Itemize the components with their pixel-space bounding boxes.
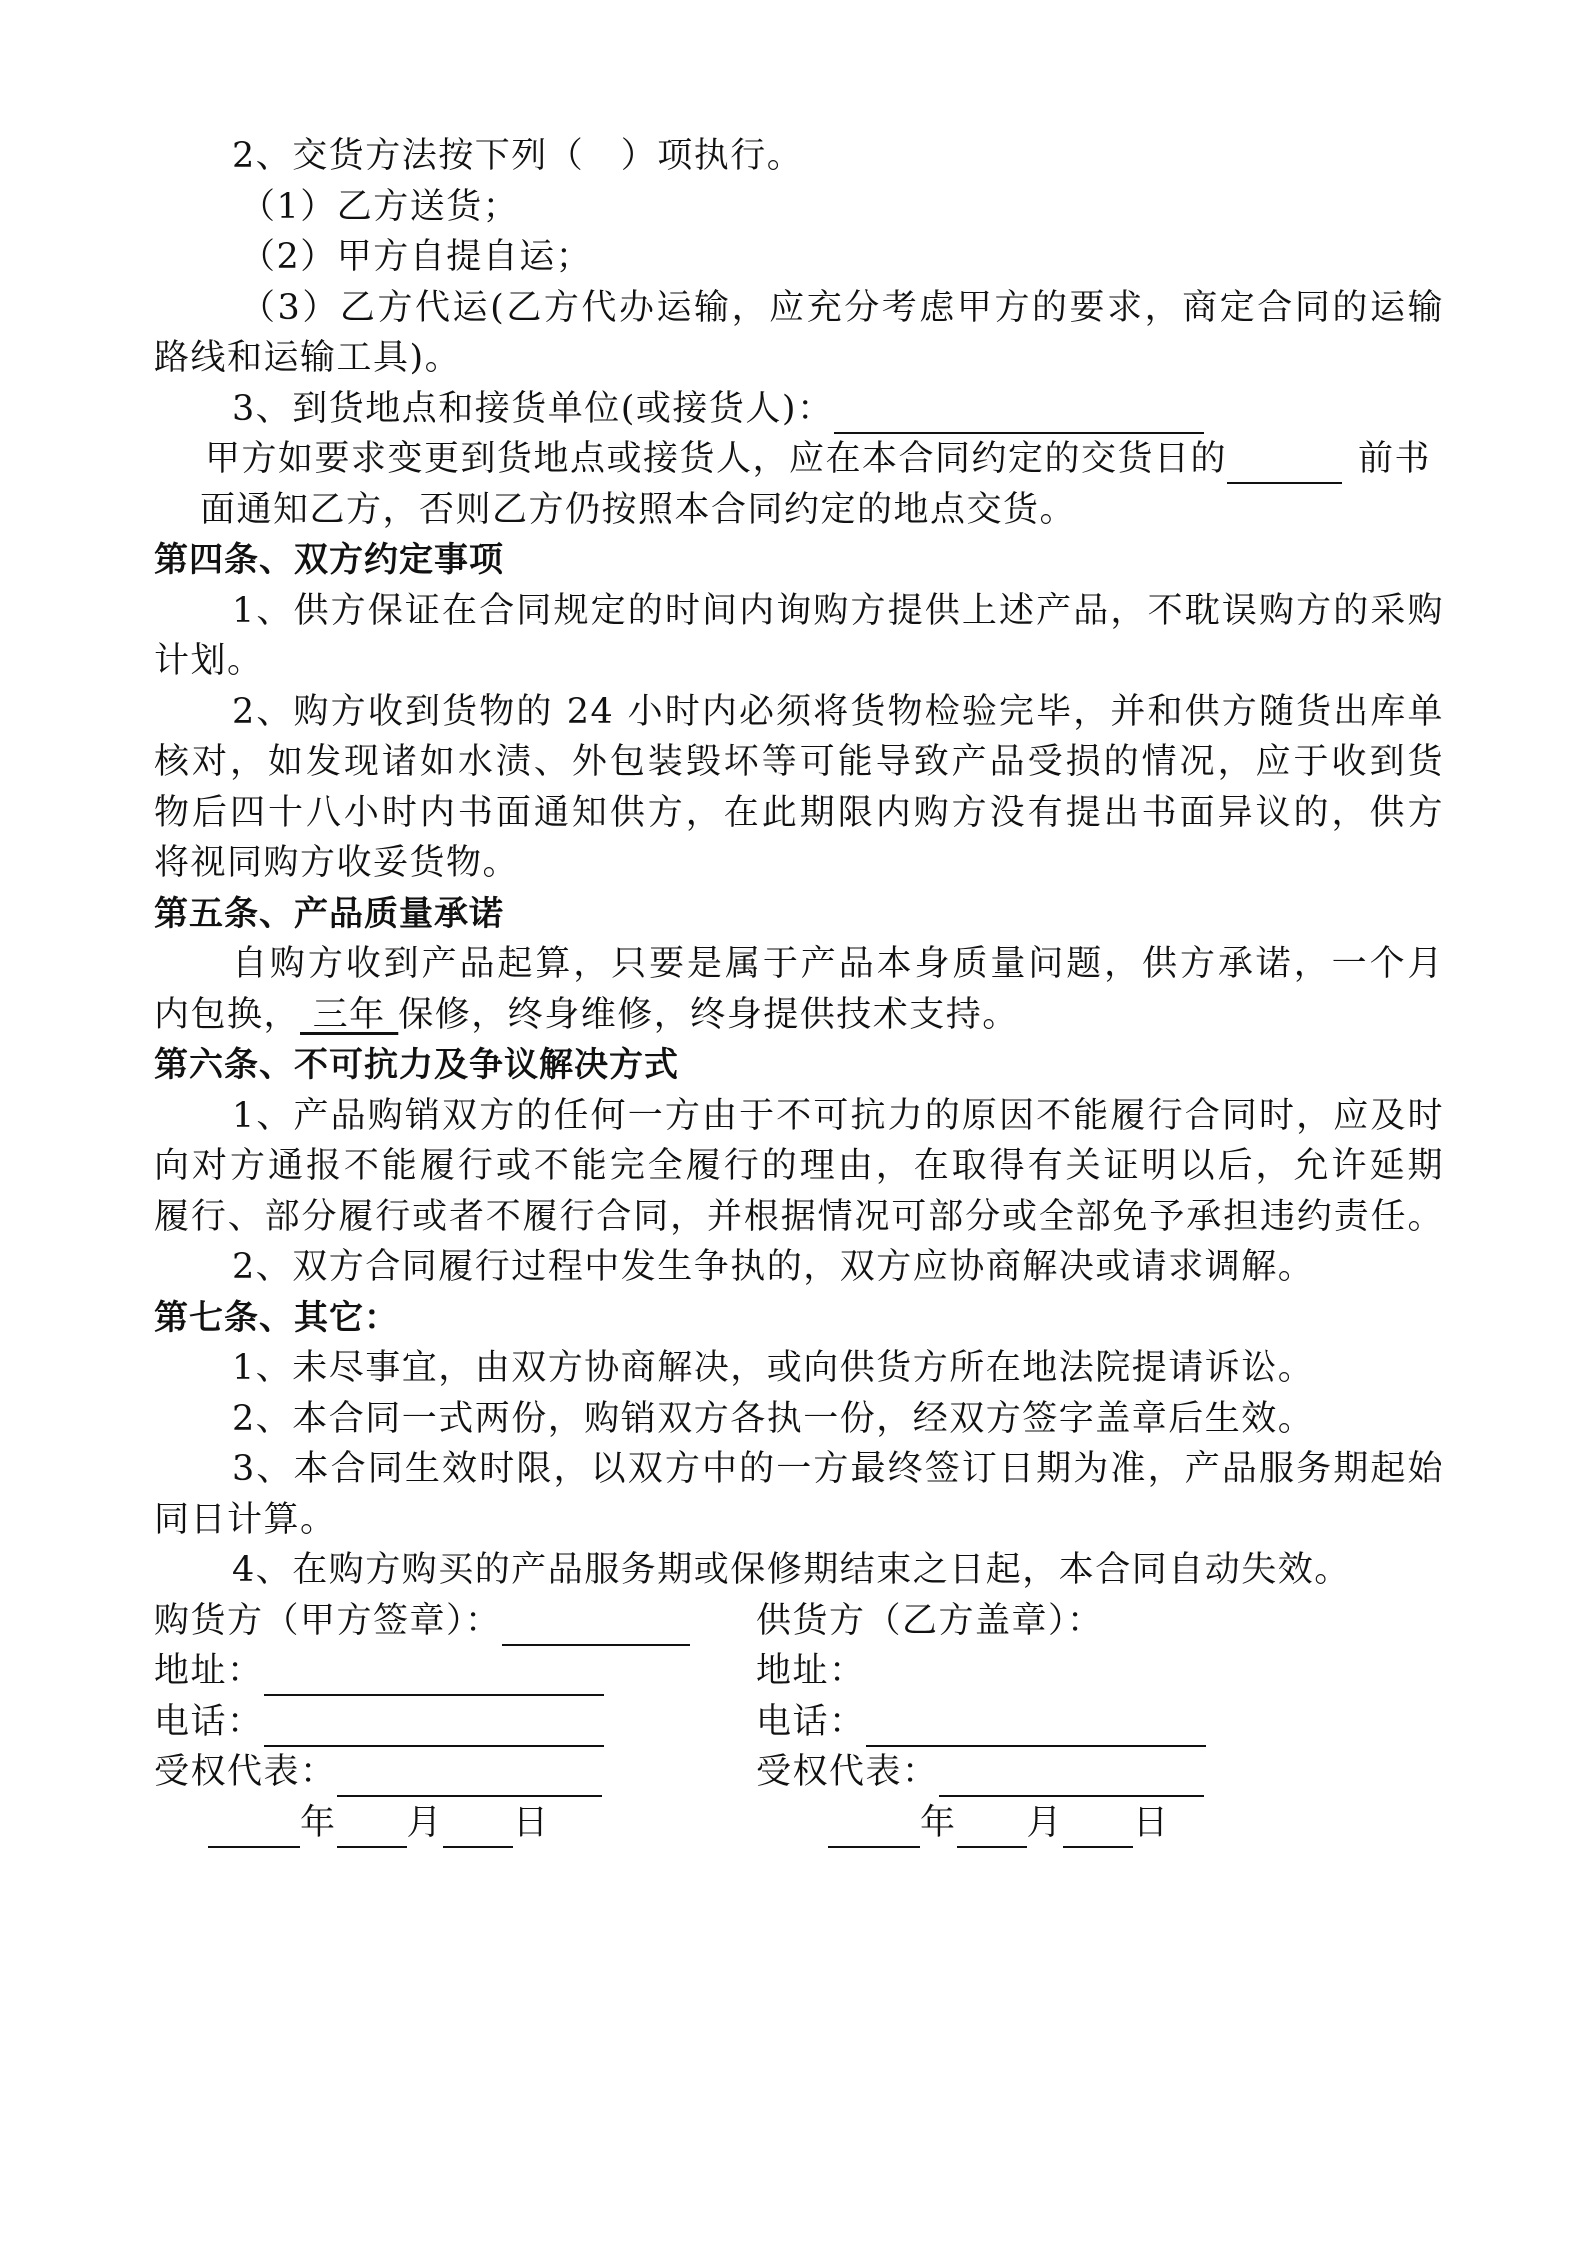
article-5-text-pre: 内包换， <box>154 995 301 1035</box>
article-5-heading: 第五条、产品质量承诺 <box>154 894 504 934</box>
article-4-item-2-cont-1: 核对，如发现诸如水渍、外包装毁坏等可能导致产品受损的情况，应于收到货 <box>154 742 1444 782</box>
seller-month-label: 月 <box>1026 1803 1064 1843</box>
seller-month-blank[interactable] <box>957 1806 1027 1848</box>
delivery-location-blank[interactable] <box>834 392 1204 434</box>
buyer-year-blank[interactable] <box>208 1806 300 1848</box>
buyer-day-label: 日 <box>513 1803 550 1843</box>
change-notice-cont: 面通知乙方，否则乙方仍按照本合同约定的地点交货。 <box>200 490 1077 530</box>
article-7-item-2: 2、本合同一式两份，购销双方各执一份，经双方签字盖章后生效。 <box>232 1399 1315 1439</box>
change-notice-line <box>205 434 1444 484</box>
buyer-month-blank[interactable] <box>337 1806 407 1848</box>
delivery-location-line <box>232 384 1444 434</box>
article-4-item-2: 2、购方收到货物的 24 小时内必须将货物检验完毕，并和供方随货出库单 <box>232 692 1444 732</box>
buyer-address-blank[interactable] <box>264 1654 604 1696</box>
buyer-rep-label: 受权代表： <box>154 1752 337 1792</box>
article-7-item-3-cont: 同日计算。 <box>154 1500 337 1540</box>
article-4-heading: 第四条、双方约定事项 <box>154 540 504 580</box>
buyer-address-row <box>154 1646 604 1696</box>
article-4-item-1: 1、供方保证在合同规定的时间内询购方提供上述产品，不耽误购方的采购 <box>232 591 1444 631</box>
seller-sign-row <box>756 1596 1104 1646</box>
buyer-day-blank[interactable] <box>443 1806 513 1848</box>
buyer-address-label: 地址： <box>154 1651 264 1691</box>
article-5-text: 自购方收到产品起算，只要是属于产品本身质量问题，供方承诺，一个月 <box>232 944 1444 984</box>
delivery-option-1: （1）乙方送货； <box>240 187 520 227</box>
article-5-text-cont <box>154 990 1444 1040</box>
article-6-item-1: 1、产品购销双方的任何一方由于不可抗力的原因不能履行合同时，应及时 <box>232 1096 1444 1136</box>
seller-day-blank[interactable] <box>1063 1806 1133 1848</box>
seller-year-blank[interactable] <box>828 1806 920 1848</box>
buyer-rep-blank[interactable] <box>337 1755 602 1797</box>
seller-rep-blank[interactable] <box>939 1755 1204 1797</box>
delivery-location-label: 3、到货地点和接货单位(或接货人)： <box>232 389 834 429</box>
buyer-label: 购货方（甲方签章）： <box>154 1601 502 1641</box>
buyer-phone-label: 电话： <box>154 1702 264 1742</box>
seller-date-row <box>828 1798 1170 1848</box>
article-7-item-3: 3、本合同生效时限，以双方中的一方最终签订日期为准，产品服务期起始 <box>232 1449 1444 1489</box>
buyer-year-label: 年 <box>300 1803 337 1843</box>
seller-phone-label: 电话： <box>756 1702 866 1742</box>
seller-phone-blank[interactable] <box>866 1705 1206 1747</box>
delivery-option-2: （2）甲方自提自运； <box>240 237 593 277</box>
change-notice-text: 甲方如要求变更到货地点或接货人，应在本合同约定的交货日的 <box>205 439 1228 479</box>
seller-label: 供货方（乙方盖章）： <box>756 1601 1104 1641</box>
notice-days-blank[interactable] <box>1227 442 1342 484</box>
delivery-option-3-cont: 路线和运输工具)。 <box>154 338 462 378</box>
article-7-heading: 第七条、其它： <box>154 1298 399 1338</box>
buyer-rep-row <box>154 1747 602 1797</box>
seller-day-label: 日 <box>1133 1803 1170 1843</box>
seller-rep-row <box>756 1747 1204 1797</box>
article-6-item-2: 2、双方合同履行过程中发生争执的，双方应协商解决或请求调解。 <box>232 1247 1315 1287</box>
seller-phone-row <box>756 1697 1206 1747</box>
buyer-date-row <box>208 1798 550 1848</box>
article-5-text-post: 保修，终身维修，终身提供技术支持。 <box>398 995 1019 1035</box>
change-notice-text-end: 前书 <box>1358 439 1432 479</box>
warranty-term: 三年 <box>300 995 399 1035</box>
article-4-item-2-cont-3: 将视同购方收妥货物。 <box>154 843 520 883</box>
seller-address-row <box>756 1646 866 1696</box>
article-4-item-2-cont-2: 物后四十八小时内书面通知供方，在此期限内购方没有提出书面异议的，供方 <box>154 793 1444 833</box>
buyer-phone-blank[interactable] <box>264 1705 604 1747</box>
delivery-option-3: （3）乙方代运(乙方代办运输，应充分考虑甲方的要求，商定合同的运输 <box>240 288 1444 328</box>
seller-address-label: 地址： <box>756 1651 866 1691</box>
buyer-month-label: 月 <box>406 1803 444 1843</box>
article-4-item-1-cont: 计划。 <box>154 641 264 681</box>
seller-year-label: 年 <box>920 1803 957 1843</box>
buyer-phone-row <box>154 1697 604 1747</box>
delivery-method-title: 2、交货方法按下列（ ）项执行。 <box>232 136 804 176</box>
buyer-sign-blank[interactable] <box>502 1604 690 1646</box>
article-6-item-1-cont-2: 履行、部分履行或者不履行合同，并根据情况可部分或全部免予承担违约责任。 <box>154 1197 1444 1237</box>
article-6-item-1-cont-1: 向对方通报不能履行或不能完全履行的理由，在取得有关证明以后，允许延期 <box>154 1146 1444 1186</box>
article-7-item-4: 4、在购方购买的产品服务期或保修期结束之日起，本合同自动失效。 <box>232 1550 1351 1590</box>
article-6-heading: 第六条、不可抗力及争议解决方式 <box>154 1045 679 1085</box>
seller-rep-label: 受权代表： <box>756 1752 939 1792</box>
article-7-item-1: 1、未尽事宜，由双方协商解决，或向供货方所在地法院提请诉讼。 <box>232 1348 1315 1388</box>
buyer-sign-row <box>154 1596 690 1646</box>
